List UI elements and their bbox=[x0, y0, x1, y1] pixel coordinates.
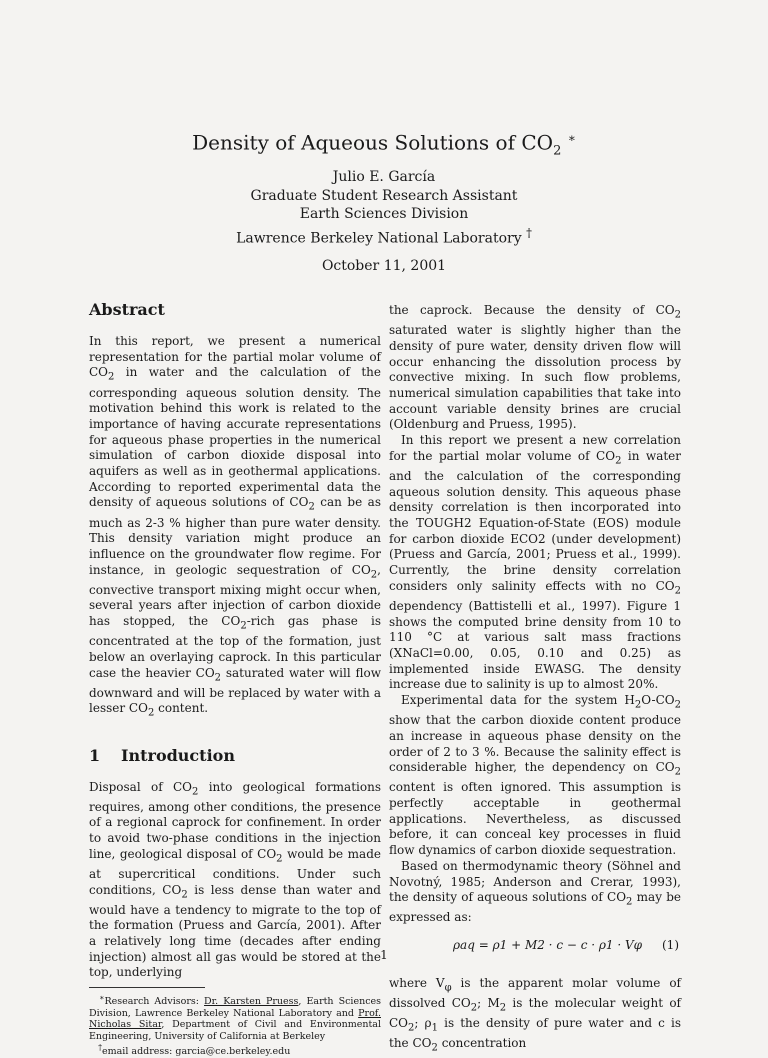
footnote-advisors: ∗Research Advisors: Dr. Karsten Pruess, Earth Sciences Division, Lawrence Berkeley National Laboratory and Prof. Nicholas Sitar, Department of Civil and Environmental Engineering, University of California at Berkeley bbox=[89, 993, 382, 1042]
right-column bbox=[389, 303, 681, 1056]
paper-date: October 11, 2001 bbox=[321, 258, 447, 274]
affiliation-footnote-mark: † bbox=[526, 225, 532, 240]
section-number: 1 bbox=[89, 745, 101, 765]
body-paragraph-1: the caprock. Because the density of $CO_2$ saturated water is slightly higher than the density of pure water, density driven flow will occur enhancing the dissolution process by convective mixing. In such flow problems, numerical simulation capabilities that take into account variable density brines are crucial (Oldenburg and Pruess, 1995). bbox=[389, 303, 681, 432]
author-division: Earth Sciences Division bbox=[299, 206, 469, 222]
abstract-paragraph: In this report, we present a numerical representation for the partial molar volume of $CO_2$ in water and the calculation of the corresponding aqueous solution density. The motivation behind this work is related to the importance of having accurate representations for aqueous phase properties in the numerical simulation of carbon dioxide disposal into aquifers as well as in geothermal applications. According to reported experimental data the density of aqueous solutions of $CO_2$ can be as much as 2-3 % higher than pure water density. This density variation might produce an influence on the groundwater flow regime. For instance, in geologic sequestration of $CO_2$, convective transport mixing might occur when, several years after injection of carbon dioxide has stopped, the $CO_2$-rich gas phase is concentrated at the top of the formation, just below an overlaying caprock. In this particular case the heavier $CO_2$ saturated water will flow downward and will be replaced by water with a lesser $CO_2$ content. bbox=[89, 334, 382, 719]
title-text: Density of Aqueous Solutions of CO bbox=[192, 130, 554, 155]
title-subscript: 2 bbox=[553, 143, 562, 159]
author-name: Julio E. García bbox=[332, 169, 436, 185]
section-heading-introduction bbox=[89, 746, 381, 766]
title-footnote-mark: ∗ bbox=[567, 131, 576, 145]
author-institution: Lawrence Berkeley National Laboratory † bbox=[236, 225, 532, 247]
equation-number: (1) bbox=[662, 938, 679, 953]
abstract-heading: Abstract bbox=[89, 300, 165, 319]
body-paragraph-2: In this report we present a new correlation for the partial molar volume of $CO_2$ in water and the calculation of the corresponding aqueous solution density. This aqueous phase density correlation is then incorporated into the TOUGH2 Equation-of-State (EOS) module for carbon dioxide ECO2 (under development) (Pruess and García, 2001; Pruess et al., 1999). Currently, the brine density correlation considers only salinity effects with no $CO_2$ dependency (Battistelli et al., 1997). Figure 1 shows the computed brine density from 10 to 110 °C at various salt mass fractions (XNaCl=0.00, 0.05, 0.10 and 0.25) as implemented inside EWASG. The density increase due to salinity is up to almost 20%. bbox=[389, 433, 682, 692]
paper-title bbox=[0, 124, 768, 166]
page-number: 1 bbox=[380, 948, 388, 962]
advisor-link-sitar[interactable]: Prof. Nicholas Sitar bbox=[89, 1007, 381, 1031]
body-paragraph-4: Based on thermodynamic theory (Söhnel and Novotný, 1985; Anderson and Crerar, 1993), the density of aqueous solutions of $CO_2$ may be expressed as: bbox=[389, 858, 681, 925]
section-title: Introduction bbox=[121, 745, 235, 765]
author-block bbox=[0, 168, 768, 248]
introduction-paragraph: Disposal of $CO_2$ into geological formations requires, among other conditions, the presence of a regional caprock for confinement. In order to avoid two-phase conditions in the injection line, geological disposal of $CO_2$ would be made at supercritical conditions. Under such conditions, $CO_2$ is less dense than water and would have a tendency to migrate to the top of the formation (Pruess and García, 2001). After a relatively long time (decades after ending injection) almost all gas would be stored at the top, underlying bbox=[89, 779, 381, 980]
author-position: Graduate Student Research Assistant bbox=[250, 187, 518, 204]
footnote-rule bbox=[89, 987, 205, 988]
footnote-email: †email address: garcia@ce.berkeley.edu bbox=[98, 1043, 291, 1058]
advisor-link-pruess[interactable]: Dr. Karsten Pruess bbox=[204, 996, 299, 1008]
body-paragraph-5: where $V_\varphi$ is the apparent molar volume of dissolved $CO_2$; $M_2$ is the molecular weight of $CO_2$; $\rho_1$ is the density of pure water and c is the $CO_2$ concentration bbox=[389, 975, 681, 1054]
body-paragraph-3: Experimental data for the system $H_2O-CO_2$ show that the carbon dioxide content produce an increase in aqueous phase density on the order of 2 to 3 %. Because the salinity effect is considerable higher, the dependency on $CO_2$ content is often ignored. This assumption is perfectly acceptable in geothermal applications. Nevertheless, as discussed before, it can conceal key processes in fluid flow dynamics of carbon dioxide sequestration. bbox=[389, 693, 681, 858]
equation-body: ρaq = ρ1 + M2 · c − c · ρ1 · Vφ bbox=[453, 938, 643, 953]
footnotes bbox=[89, 992, 381, 1058]
left-column bbox=[89, 300, 381, 1058]
